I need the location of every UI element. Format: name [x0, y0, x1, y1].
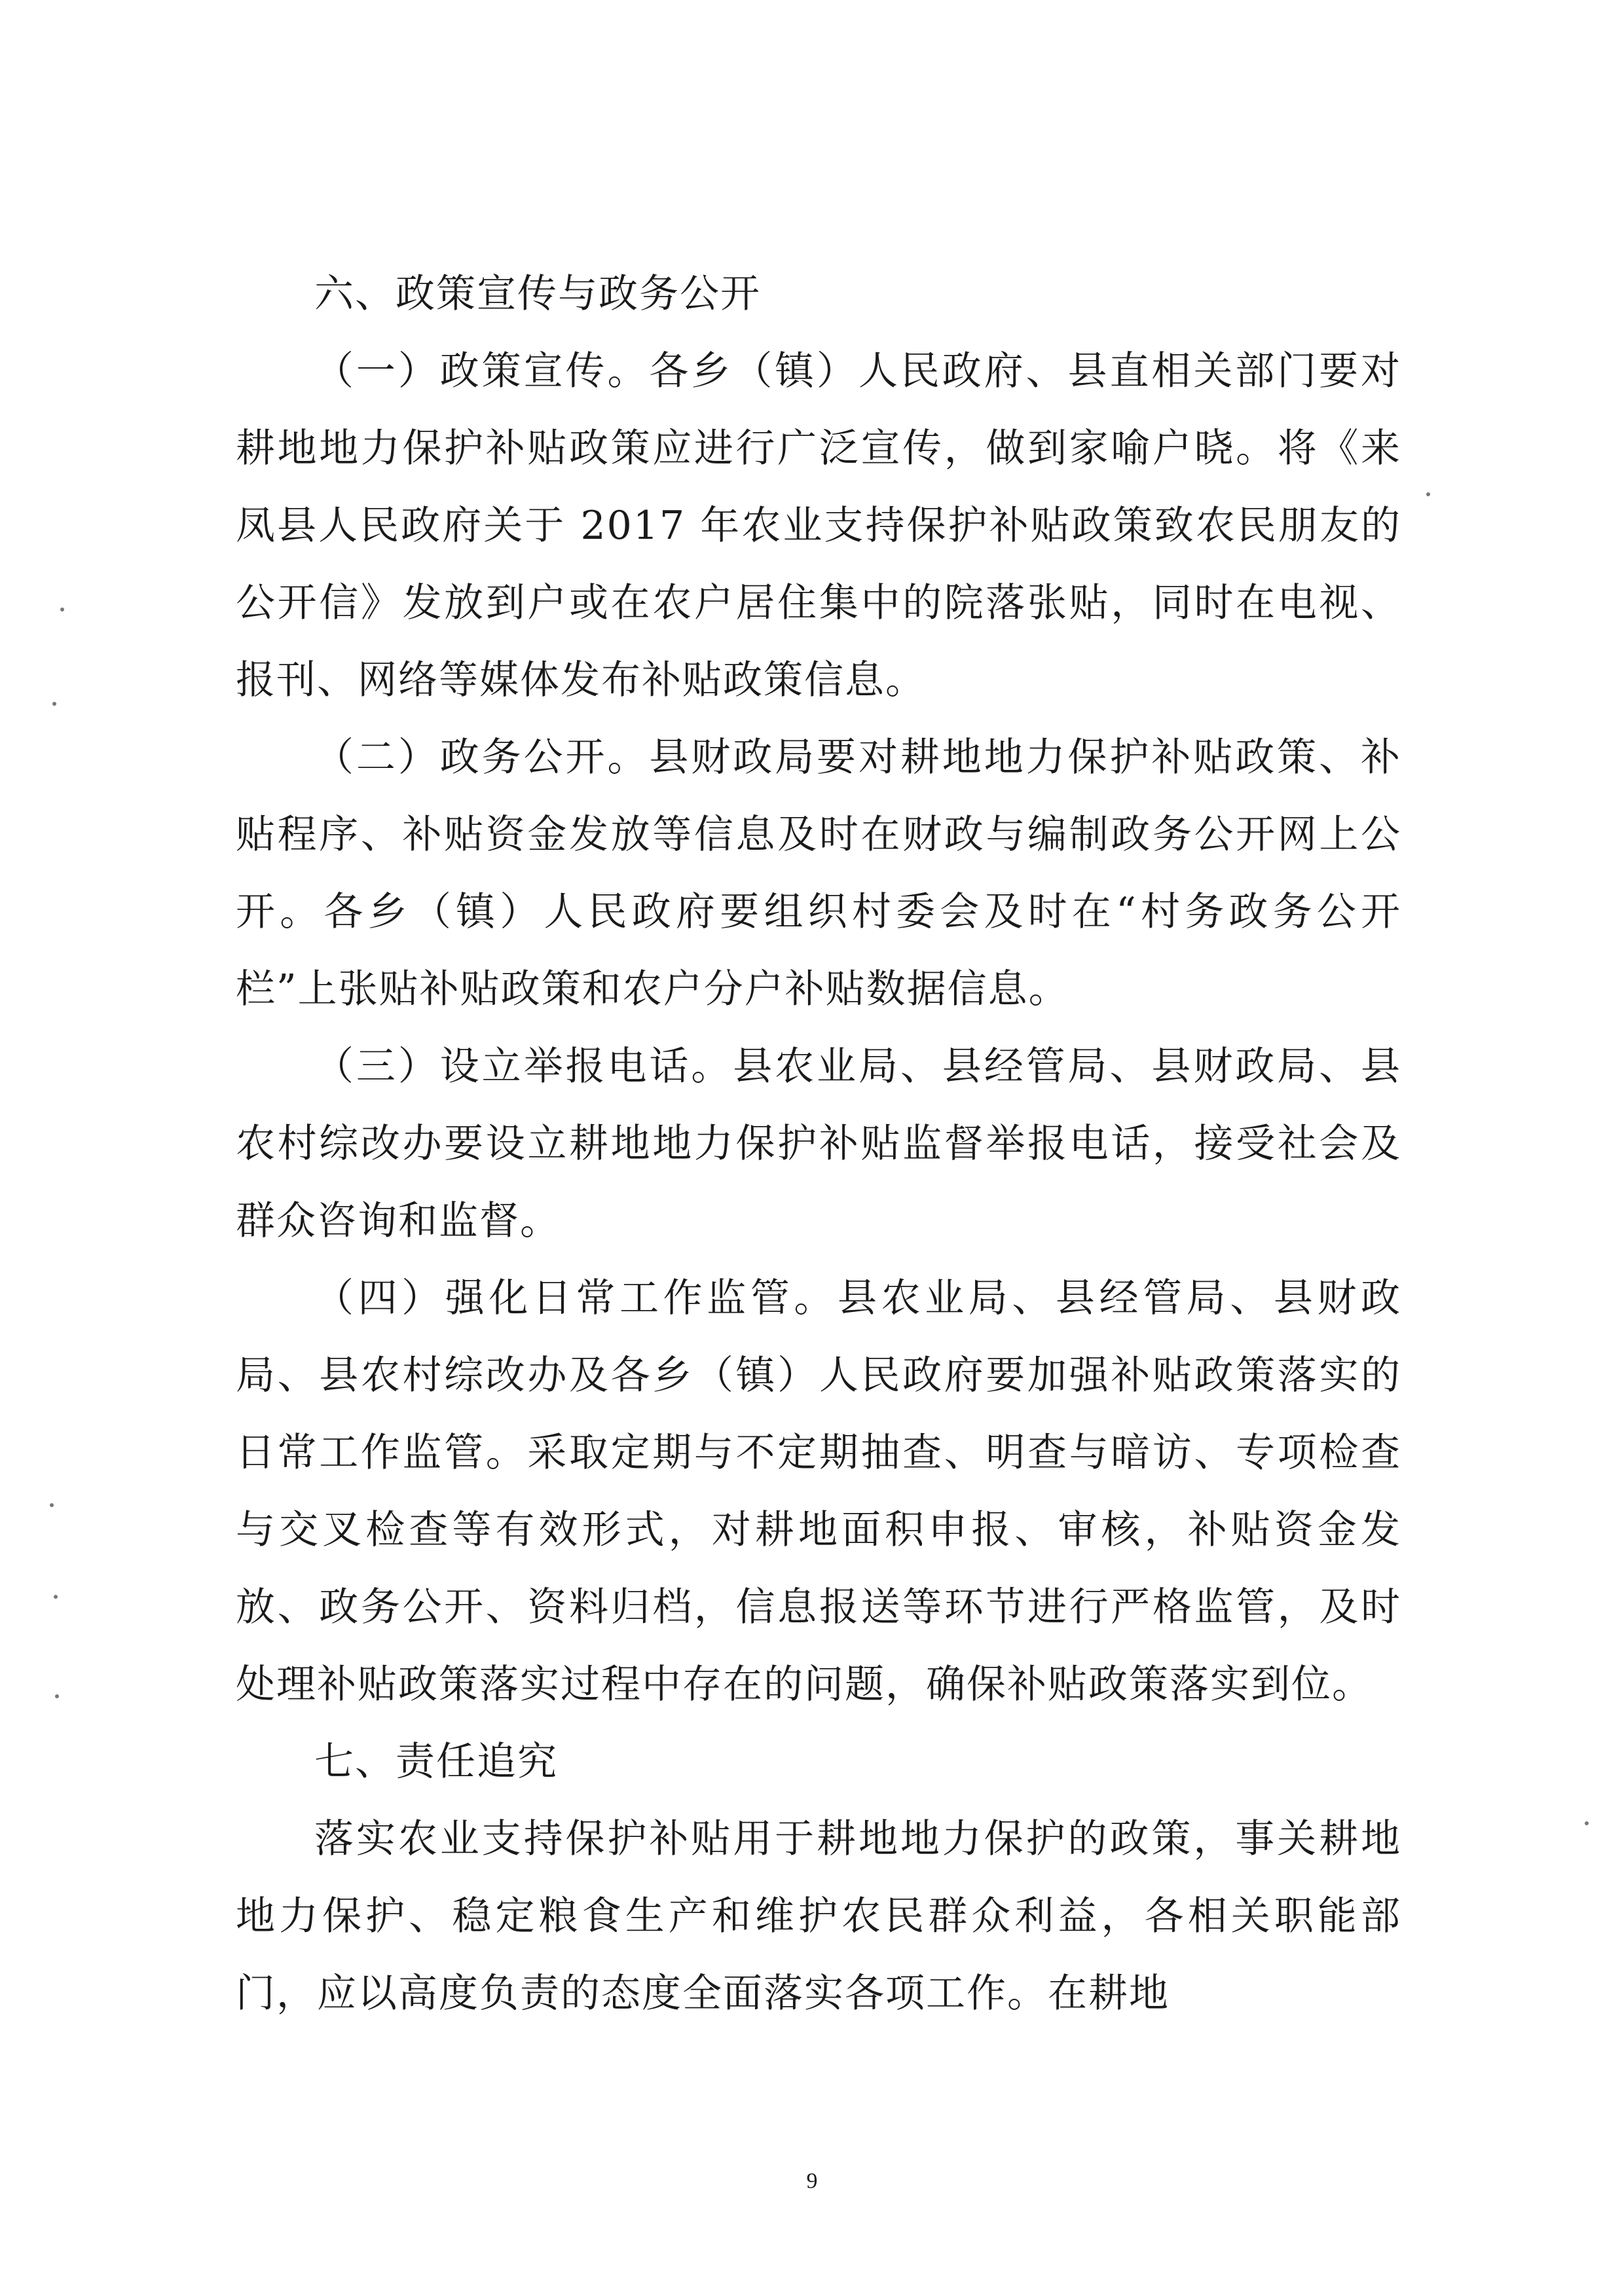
scan-speck	[54, 1595, 58, 1599]
section-6-heading: 六、政策宣传与政务公开	[314, 271, 761, 317]
section-6-paragraph-3: （三）设立举报电话。县农业局、县经管局、县财政局、县农村综改办要设立耕地地力保护补贴监督举报电话，接受社会及群众咨询和监督。	[236, 1044, 1401, 1244]
body-text	[236, 255, 1401, 2032]
section-6-paragraph-2: （二）政务公开。县财政局要对耕地地力保护补贴政策、补贴程序、补贴资金发放等信息及时在财政与编制政务公开网上公开。各乡（镇）人民政府要组织村委会及时在“村务政务公开栏”上张贴补贴政策和农户分户补贴数据信息。	[236, 735, 1401, 1012]
scan-speck	[55, 1694, 59, 1698]
scan-speck	[60, 608, 64, 611]
section-7-paragraph-1: 落实农业支持保护补贴用于耕地地力保护的政策，事关耕地地力保护、稳定粮食生产和维护农民群众利益，各相关职能部门，应以高度负责的态度全面落实各项工作。在耕地	[236, 1816, 1401, 2016]
section-7-heading: 七、责任追究	[314, 1739, 558, 1785]
scan-speck	[52, 702, 56, 706]
scan-speck	[50, 1503, 54, 1507]
section-6-paragraph-4: （四）强化日常工作监管。县农业局、县经管局、县财政局、县农村综改办及各乡（镇）人民政府要加强补贴政策落实的日常工作监管。采取定期与不定期抽查、明查与暗访、专项检查与交叉检查等有效形式，对耕地面积申报、审核，补贴资金发放、政务公开、资料归档，信息报送等环节进行严格监管，及时处理补贴政策落实过程中存在的问题，确保补贴政策落实到位。	[236, 1275, 1401, 1707]
scan-speck	[1426, 492, 1430, 496]
section-6-paragraph-1: （一）政策宣传。各乡（镇）人民政府、县直相关部门要对耕地地力保护补贴政策应进行广泛宣传，做到家喻户晓。将《来凤县人民政府关于 2017 年农业支持保护补贴政策致农民朋友的公开信》发放到户或在农户居住集中的院落张贴，同时在电视、报刊、网络等媒体发布补贴政策信息。	[236, 348, 1401, 703]
scan-speck	[1585, 1821, 1589, 1825]
page-number: 9	[806, 2169, 818, 2193]
